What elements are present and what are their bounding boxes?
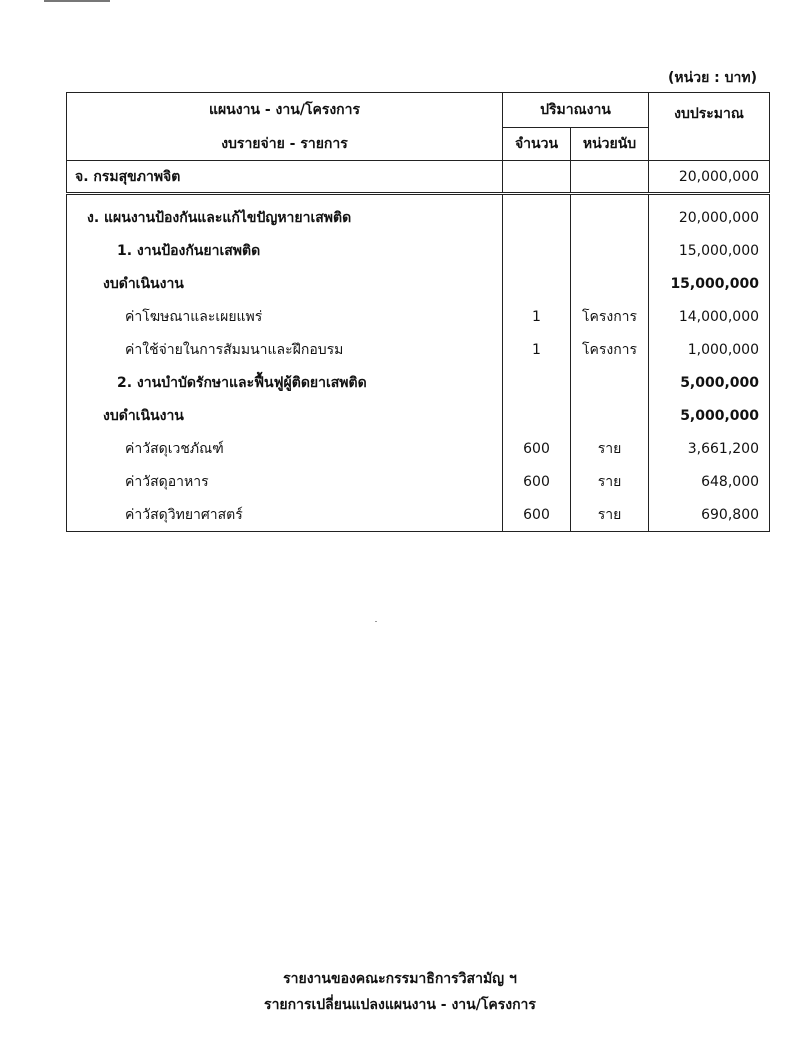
row-name: งบดำเนินงาน: [67, 267, 503, 300]
row-budget: 20,000,000: [649, 201, 770, 234]
table-row: [67, 234, 770, 267]
department-qty: [503, 161, 571, 194]
department-budget: 20,000,000: [649, 161, 770, 194]
row-name: 2. งานบำบัดรักษาและฟื้นฟูผู้ติดยาเสพติด: [67, 366, 503, 399]
row-name: ค่าวัสดุเวชภัณฑ์: [67, 432, 503, 465]
department-row: [67, 161, 770, 194]
header-plan-line2: งบรายจ่าย - รายการ: [67, 128, 503, 161]
header-budget: งบประมาณ: [649, 93, 770, 161]
row-qty: 600: [503, 432, 571, 465]
row-name: งบดำเนินงาน: [67, 399, 503, 432]
row-budget: 1,000,000: [649, 333, 770, 366]
header-quantity: จำนวน: [503, 128, 571, 161]
table-row: [67, 498, 770, 532]
row-unit: [571, 234, 649, 267]
row-qty: 1: [503, 333, 571, 366]
row-unit: โครงการ: [571, 333, 649, 366]
table-header: [67, 93, 770, 161]
row-name: ค่าโฆษณาและเผยแพร่: [67, 300, 503, 333]
row-budget: 15,000,000: [649, 267, 770, 300]
row-qty: 1: [503, 300, 571, 333]
row-unit: ราย: [571, 498, 649, 532]
budget-table: [66, 92, 770, 532]
row-name: ค่าใช้จ่ายในการสัมมนาและฝึกอบรม: [67, 333, 503, 366]
header-quantity-group: ปริมาณงาน: [503, 93, 649, 128]
row-unit: ราย: [571, 432, 649, 465]
row-qty: [503, 201, 571, 234]
row-name: ค่าวัสดุวิทยาศาสตร์: [67, 498, 503, 532]
row-qty: [503, 267, 571, 300]
row-qty: [503, 234, 571, 267]
row-unit: โครงการ: [571, 300, 649, 333]
row-unit: [571, 267, 649, 300]
spacer-row: [67, 194, 770, 202]
unit-note: (หน่วย : บาท): [668, 70, 757, 86]
footer-line1: รายงานของคณะกรรมาธิการวิสามัญ ฯ: [283, 971, 517, 987]
table-row: [67, 201, 770, 234]
row-budget: 15,000,000: [649, 234, 770, 267]
row-budget: 14,000,000: [649, 300, 770, 333]
table-row: [67, 366, 770, 399]
row-budget: 3,661,200: [649, 432, 770, 465]
row-budget: 690,800: [649, 498, 770, 532]
scan-edge-mark: [44, 0, 110, 2]
row-unit: [571, 201, 649, 234]
table-row: [67, 465, 770, 498]
table-row: [67, 432, 770, 465]
table-row: [67, 300, 770, 333]
row-unit: [571, 399, 649, 432]
table-row: [67, 267, 770, 300]
footer-line2: รายการเปลี่ยนแปลงแผนงาน - งาน/โครงการ: [264, 997, 536, 1013]
scan-speck: [375, 621, 377, 622]
row-qty: 600: [503, 465, 571, 498]
row-qty: [503, 399, 571, 432]
row-budget: 5,000,000: [649, 366, 770, 399]
row-name: ค่าวัสดุอาหาร: [67, 465, 503, 498]
department-name: จ. กรมสุขภาพจิต: [67, 161, 503, 194]
row-unit: ราย: [571, 465, 649, 498]
department-unit: [571, 161, 649, 194]
row-name: ง. แผนงานป้องกันและแก้ไขปัญหายาเสพติด: [67, 201, 503, 234]
row-budget: 5,000,000: [649, 399, 770, 432]
row-qty: 600: [503, 498, 571, 532]
row-unit: [571, 366, 649, 399]
row-name: 1. งานป้องกันยาเสพติด: [67, 234, 503, 267]
header-plan-line1: แผนงาน - งาน/โครงการ: [67, 93, 503, 128]
table-row: [67, 399, 770, 432]
header-unit: หน่วยนับ: [571, 128, 649, 161]
row-qty: [503, 366, 571, 399]
table-row: [67, 333, 770, 366]
row-budget: 648,000: [649, 465, 770, 498]
